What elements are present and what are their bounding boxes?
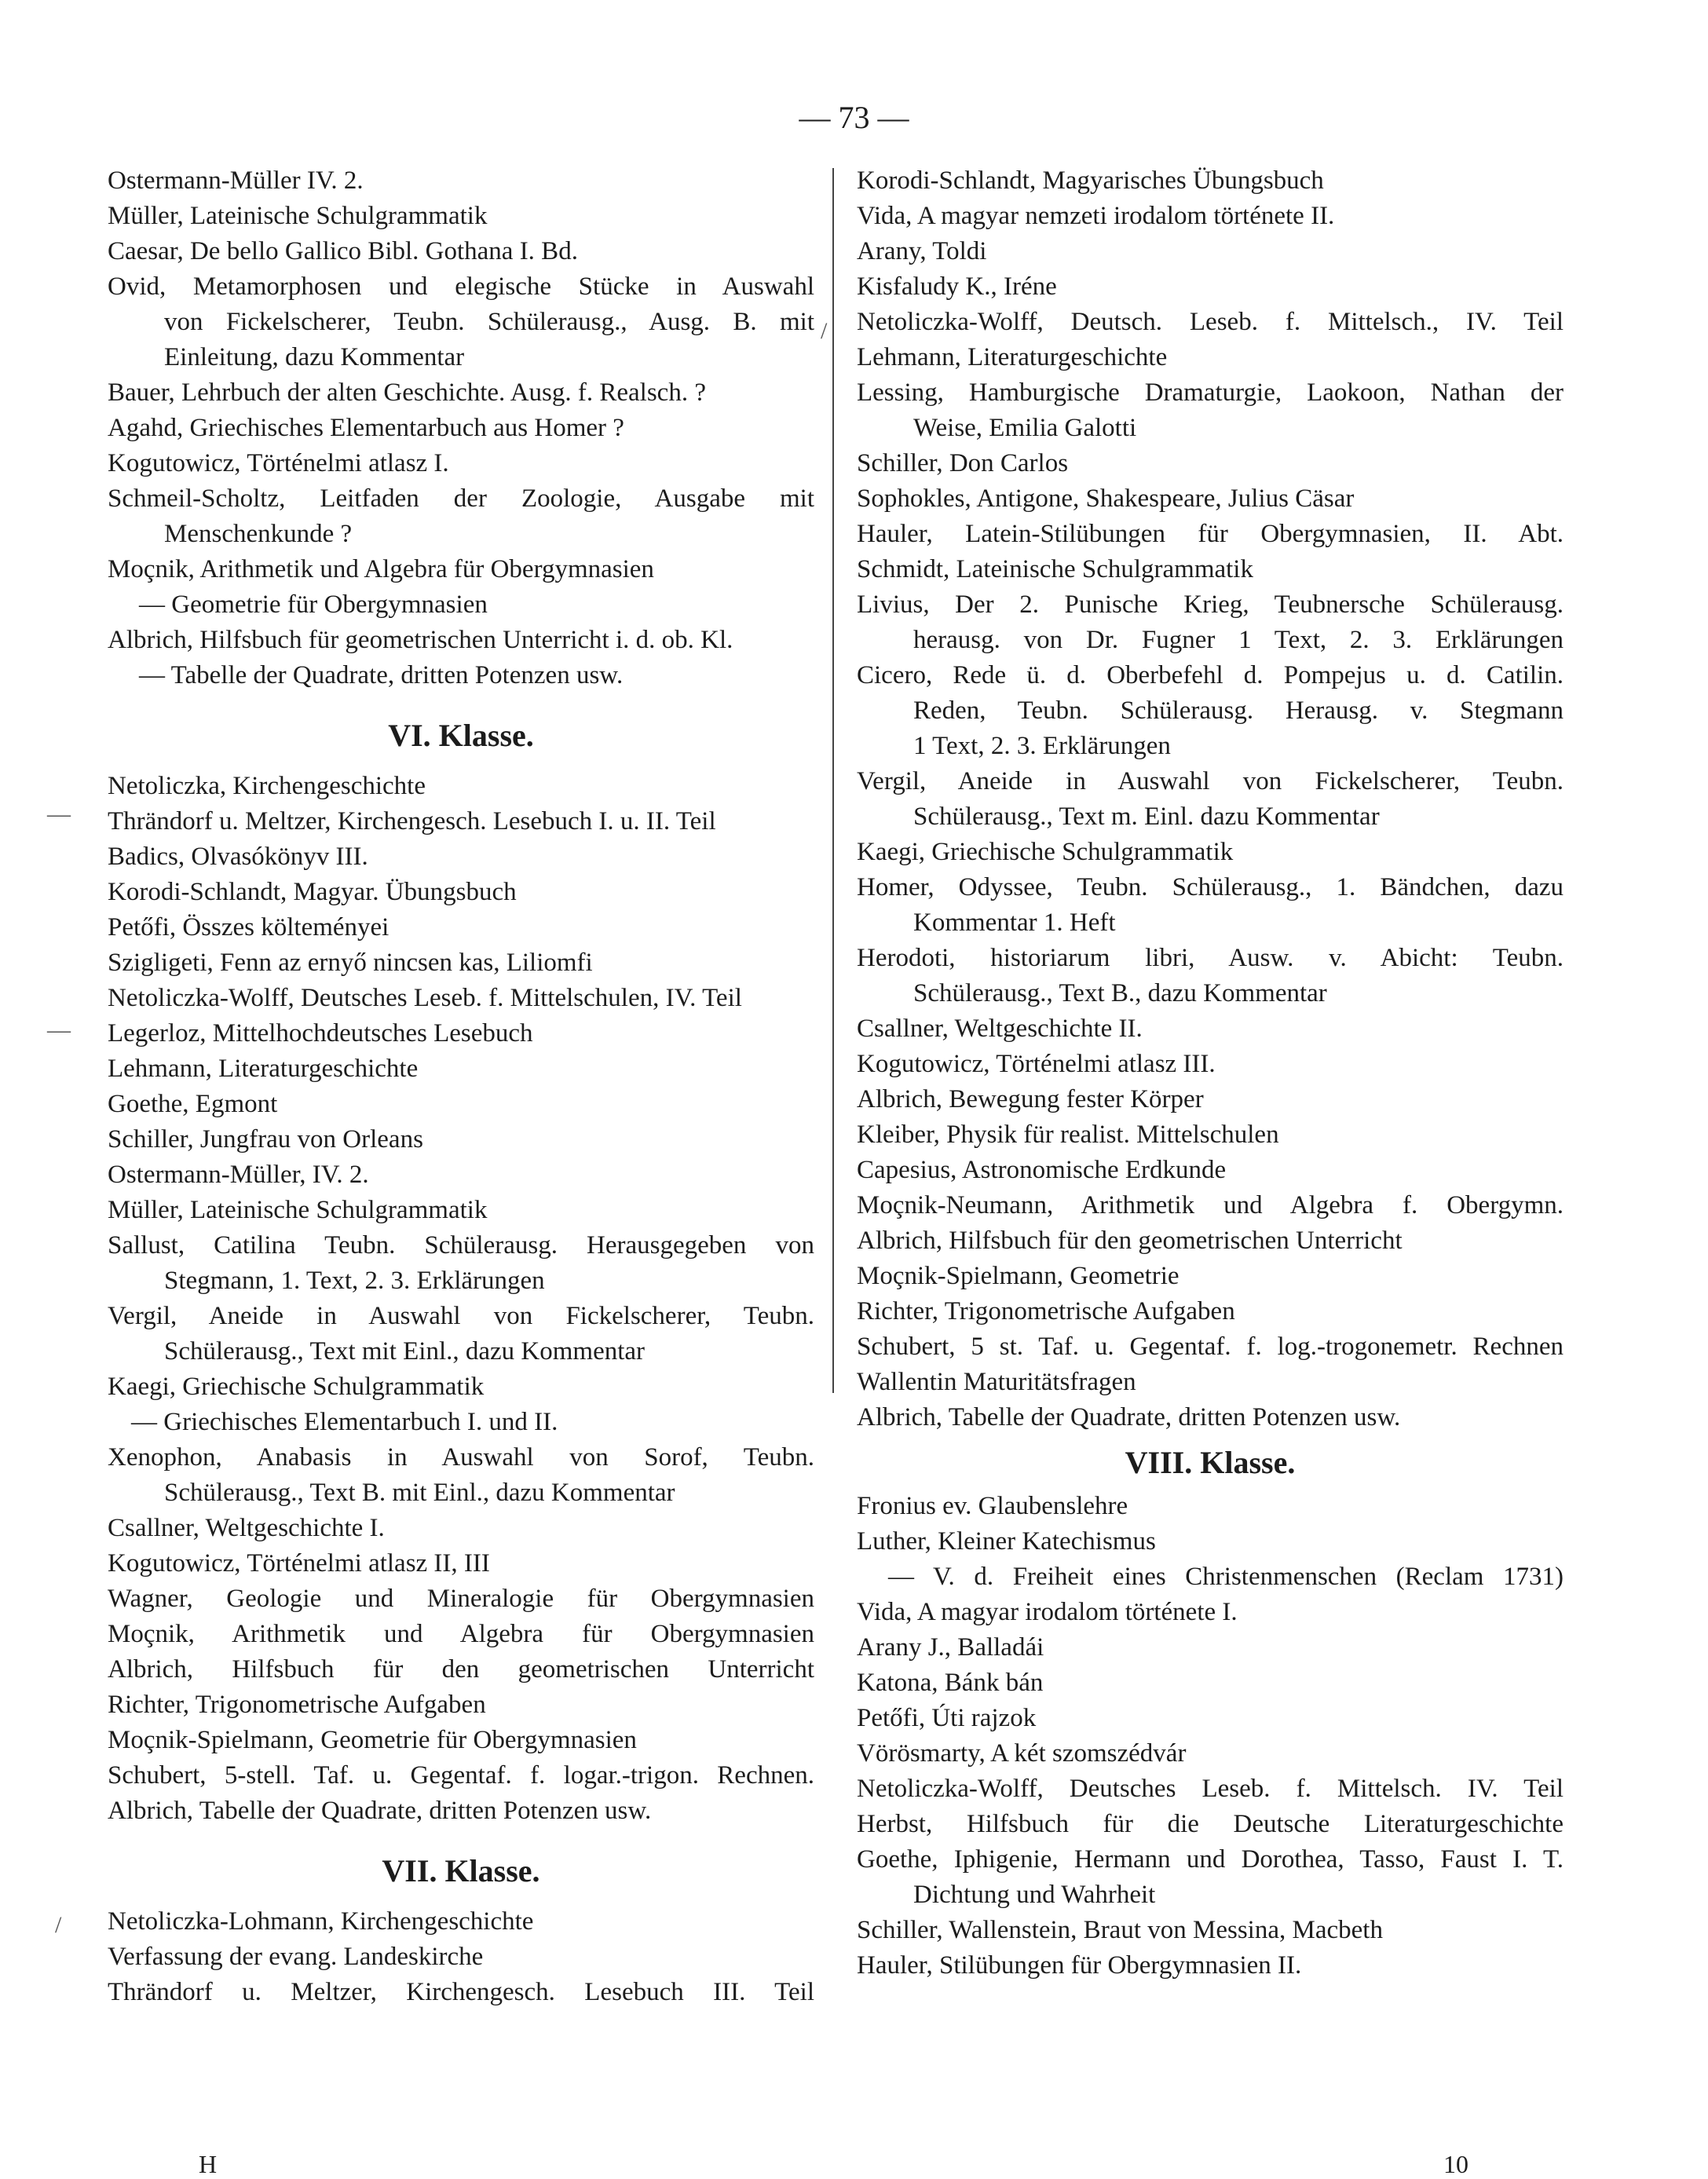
book-entry: Goethe, Iphigenie, Hermann und Dorothea, Tasso, Faust I. T.	[857, 1845, 1564, 1874]
class-heading: VIII. Klasse.	[1125, 1445, 1296, 1480]
book-entry: Xenophon, Anabasis in Auswahl von Sorof, Teubn.	[108, 1443, 814, 1472]
book-entry: Kogutowicz, Történelmi atlasz III.	[857, 1050, 1216, 1078]
book-entry: Kaegi, Griechische Schulgrammatik	[108, 1373, 485, 1401]
book-entry: Petőfi, Úti rajzok	[857, 1704, 1037, 1732]
book-entry: Thrändorf u. Meltzer, Kirchengesch. Lesebuch I. u. II. Teil	[108, 807, 716, 835]
book-entry: Herodoti, historiarum libri, Ausw. v. Abicht: Teubn.	[857, 944, 1564, 972]
book-entry: Schiller, Wallenstein, Braut von Messina, Macbeth	[857, 1916, 1383, 1944]
book-entry: — Griechisches Elementarbuch I. und II.	[131, 1408, 558, 1436]
book-entry: Csallner, Weltgeschichte II.	[857, 1015, 1143, 1043]
book-entry: Schmeil-Scholtz, Leitfaden der Zoologie, Ausgabe mit	[108, 484, 814, 513]
book-entry: Kisfaludy K., Iréne	[857, 272, 1057, 301]
book-entry: Vörösmarty, A két szomszédvár	[857, 1739, 1187, 1768]
book-entry: Stegmann, 1. Text, 2. 3. Erklärungen	[164, 1267, 545, 1295]
book-entry: Menschenkunde ?	[164, 520, 353, 548]
class-heading: VI. Klasse.	[388, 718, 534, 753]
book-entry: Luther, Kleiner Katechismus	[857, 1527, 1156, 1556]
book-entry: Schubert, 5-stell. Taf. u. Gegentaf. f. logar.-trigon. Rechnen.	[108, 1761, 814, 1790]
book-entry: Korodi-Schlandt, Magyar. Übungsbuch	[108, 878, 517, 906]
book-entry: Schülerausg., Text m. Einl. dazu Kommentar	[913, 803, 1380, 831]
book-entry: Lehmann, Literaturgeschichte	[857, 343, 1168, 371]
book-entry: Wagner, Geologie und Mineralogie für Obergymnasien	[108, 1585, 814, 1613]
left-column	[108, 163, 814, 2010]
book-entry: — Tabelle der Quadrate, dritten Potenzen usw.	[139, 661, 624, 689]
column-divider	[832, 168, 834, 1393]
book-entry: Wallentin Maturitätsfragen	[857, 1368, 1136, 1396]
book-entry: Cicero, Rede ü. d. Oberbefehl d. Pompejus u. d. Catilin.	[857, 661, 1564, 689]
sheet-number: 10	[1443, 2150, 1468, 2178]
margin-mark: /	[55, 1912, 62, 1938]
book-entry: Moçnik-Spielmann, Geometrie	[857, 1262, 1180, 1290]
book-entry: 1 Text, 2. 3. Erklärungen	[913, 732, 1171, 760]
book-entry: Hauler, Stilübungen für Obergymnasien II.	[857, 1951, 1302, 1980]
book-entry: Müller, Lateinische Schulgrammatik	[108, 1196, 488, 1224]
book-entry: Legerloz, Mittelhochdeutsches Lesebuch	[108, 1019, 533, 1047]
book-entry: Verfassung der evang. Landeskirche	[108, 1943, 484, 1971]
book-entry: Schülerausg., Text mit Einl., dazu Kommentar	[164, 1337, 646, 1366]
margin-mark: /	[821, 318, 828, 344]
book-entry: Kogutowicz, Történelmi atlasz II, III	[108, 1549, 490, 1578]
book-entry: Herbst, Hilfsbuch für die Deutsche Literaturgeschichte	[857, 1810, 1564, 1838]
book-entry: Ostermann-Müller, IV. 2.	[108, 1161, 369, 1189]
book-entry: Bauer, Lehrbuch der alten Geschichte. Ausg. f. Realsch. ?	[108, 378, 706, 407]
book-entry: Albrich, Hilfsbuch für den geometrischen Unterricht	[857, 1227, 1403, 1255]
book-entry: Vergil, Aneide in Auswahl von Fickelscherer, Teubn.	[857, 767, 1564, 795]
book-entry: Weise, Emilia Galotti	[913, 414, 1137, 442]
book-entry: Katona, Bánk bán	[857, 1669, 1044, 1697]
book-entry: Schiller, Jungfrau von Orleans	[108, 1125, 423, 1153]
book-entry: Schülerausg., Text B., dazu Kommentar	[913, 979, 1327, 1007]
book-entry: Goethe, Egmont	[108, 1090, 278, 1118]
book-entry: Moçnik-Neumann, Arithmetik und Algebra f. Obergymn.	[857, 1191, 1564, 1219]
book-entry: Kogutowicz, Történelmi atlasz I.	[108, 449, 449, 477]
book-entry: von Fickelscherer, Teubn. Schülerausg., Ausg. B. mit	[164, 308, 814, 336]
book-entry: Kommentar 1. Heft	[913, 909, 1116, 937]
book-entry: Netoliczka-Wolff, Deutsch. Leseb. f. Mittelsch., IV. Teil	[857, 308, 1564, 336]
page-number: — 73 —	[799, 100, 909, 135]
book-entry: Richter, Trigonometrische Aufgaben	[108, 1691, 486, 1719]
book-entry: Lessing, Hamburgische Dramaturgie, Laokoon, Nathan der	[857, 378, 1564, 407]
book-entry: Arany J., Balladái	[857, 1633, 1044, 1662]
book-entry: Albrich, Tabelle der Quadrate, dritten Potenzen usw.	[857, 1403, 1401, 1431]
book-entry: Sallust, Catilina Teubn. Schülerausg. Herausgegeben von	[108, 1231, 814, 1260]
book-entry: Netoliczka-Wolff, Deutsches Leseb. f. Mittelsch. IV. Teil	[857, 1775, 1564, 1803]
margin-mark: —	[47, 801, 71, 827]
book-entry: Moçnik, Arithmetik und Algebra für Obergymnasien	[108, 1620, 814, 1648]
book-entry: Ovid, Metamorphosen und elegische Stücke in Auswahl	[108, 272, 814, 301]
book-entry: Schubert, 5 st. Taf. u. Gegentaf. f. log.-trogonemetr. Rechnen	[857, 1333, 1564, 1361]
book-entry: Lehmann, Literaturgeschichte	[108, 1055, 419, 1083]
book-entry: Petőfi, Összes költeményei	[108, 913, 390, 941]
book-entry: Richter, Trigonometrische Aufgaben	[857, 1297, 1235, 1325]
book-entry: Capesius, Astronomische Erdkunde	[857, 1156, 1227, 1184]
book-entry: Vida, A magyar irodalom története I.	[857, 1598, 1238, 1626]
book-entry: Homer, Odyssee, Teubn. Schülerausg., 1. Bändchen, dazu	[857, 873, 1564, 901]
book-entry: Albrich, Bewegung fester Körper	[857, 1085, 1204, 1113]
book-entry: Kleiber, Physik für realist. Mittelschulen	[857, 1121, 1279, 1149]
book-entry: Caesar, De bello Gallico Bibl. Gothana I. Bd.	[108, 237, 578, 265]
printer-signature: H	[199, 2150, 218, 2178]
class-heading: VII. Klasse.	[382, 1853, 540, 1888]
book-entry: Thrändorf u. Meltzer, Kirchengesch. Lesebuch III. Teil	[108, 1978, 814, 2006]
book-entry: Kaegi, Griechische Schulgrammatik	[857, 838, 1234, 866]
book-entry: Einleitung, dazu Kommentar	[164, 343, 465, 371]
book-entry: Moçnik-Spielmann, Geometrie für Obergymnasien	[108, 1726, 637, 1754]
right-column	[857, 163, 1564, 1983]
book-entry: Schülerausg., Text B. mit Einl., dazu Kommentar	[164, 1479, 675, 1507]
book-entry: Albrich, Hilfsbuch für geometrischen Unterricht i. d. ob. Kl.	[108, 626, 733, 654]
book-entry: Netoliczka-Lohmann, Kirchengeschichte	[108, 1907, 534, 1936]
margin-mark: —	[47, 1017, 71, 1043]
book-entry: Csallner, Weltgeschichte I.	[108, 1514, 385, 1542]
book-entry: Arany, Toldi	[857, 237, 987, 265]
book-entry: Sophokles, Antigone, Shakespeare, Julius Cäsar	[857, 484, 1355, 513]
book-entry: Hauler, Latein-Stilübungen für Obergymnasien, II. Abt.	[857, 520, 1564, 548]
book-entry: Vida, A magyar nemzeti irodalom története II.	[857, 202, 1335, 230]
book-entry: Korodi-Schlandt, Magyarisches Übungsbuch	[857, 166, 1324, 195]
book-entry: Szigligeti, Fenn az ernyő nincsen kas, Liliomfi	[108, 949, 593, 977]
book-entry: — V. d. Freiheit eines Christenmenschen (Reclam 1731)	[888, 1563, 1564, 1591]
book-entry: Schiller, Don Carlos	[857, 449, 1069, 477]
book-entry: Albrich, Tabelle der Quadrate, dritten Potenzen usw.	[108, 1797, 652, 1825]
book-entry: Dichtung und Wahrheit	[913, 1881, 1156, 1909]
book-entry: Reden, Teubn. Schülerausg. Herausg. v. Stegmann	[913, 696, 1564, 725]
book-entry: Badics, Olvasókönyv III.	[108, 843, 368, 871]
book-entry: herausg. von Dr. Fugner 1 Text, 2. 3. Erklärungen	[913, 626, 1564, 654]
book-entry: Ostermann-Müller IV. 2.	[108, 166, 364, 195]
book-entry: Vergil, Aneide in Auswahl von Fickelscherer, Teubn.	[108, 1302, 814, 1330]
book-entry: Müller, Lateinische Schulgrammatik	[108, 202, 488, 230]
book-entry: Moçnik, Arithmetik und Algebra für Obergymnasien	[108, 555, 654, 583]
book-entry: Netoliczka-Wolff, Deutsches Leseb. f. Mittelschulen, IV. Teil	[108, 984, 742, 1012]
book-entry: Netoliczka, Kirchengeschichte	[108, 772, 426, 800]
book-entry: Fronius ev. Glaubenslehre	[857, 1492, 1128, 1520]
book-entry: Livius, Der 2. Punische Krieg, Teubnersche Schülerausg.	[857, 590, 1564, 619]
book-entry: Agahd, Griechisches Elementarbuch aus Homer ?	[108, 414, 624, 442]
book-entry: Schmidt, Lateinische Schulgrammatik	[857, 555, 1253, 583]
book-entry: — Geometrie für Obergymnasien	[139, 590, 488, 619]
book-entry: Albrich, Hilfsbuch für den geometrischen Unterricht	[108, 1655, 814, 1684]
